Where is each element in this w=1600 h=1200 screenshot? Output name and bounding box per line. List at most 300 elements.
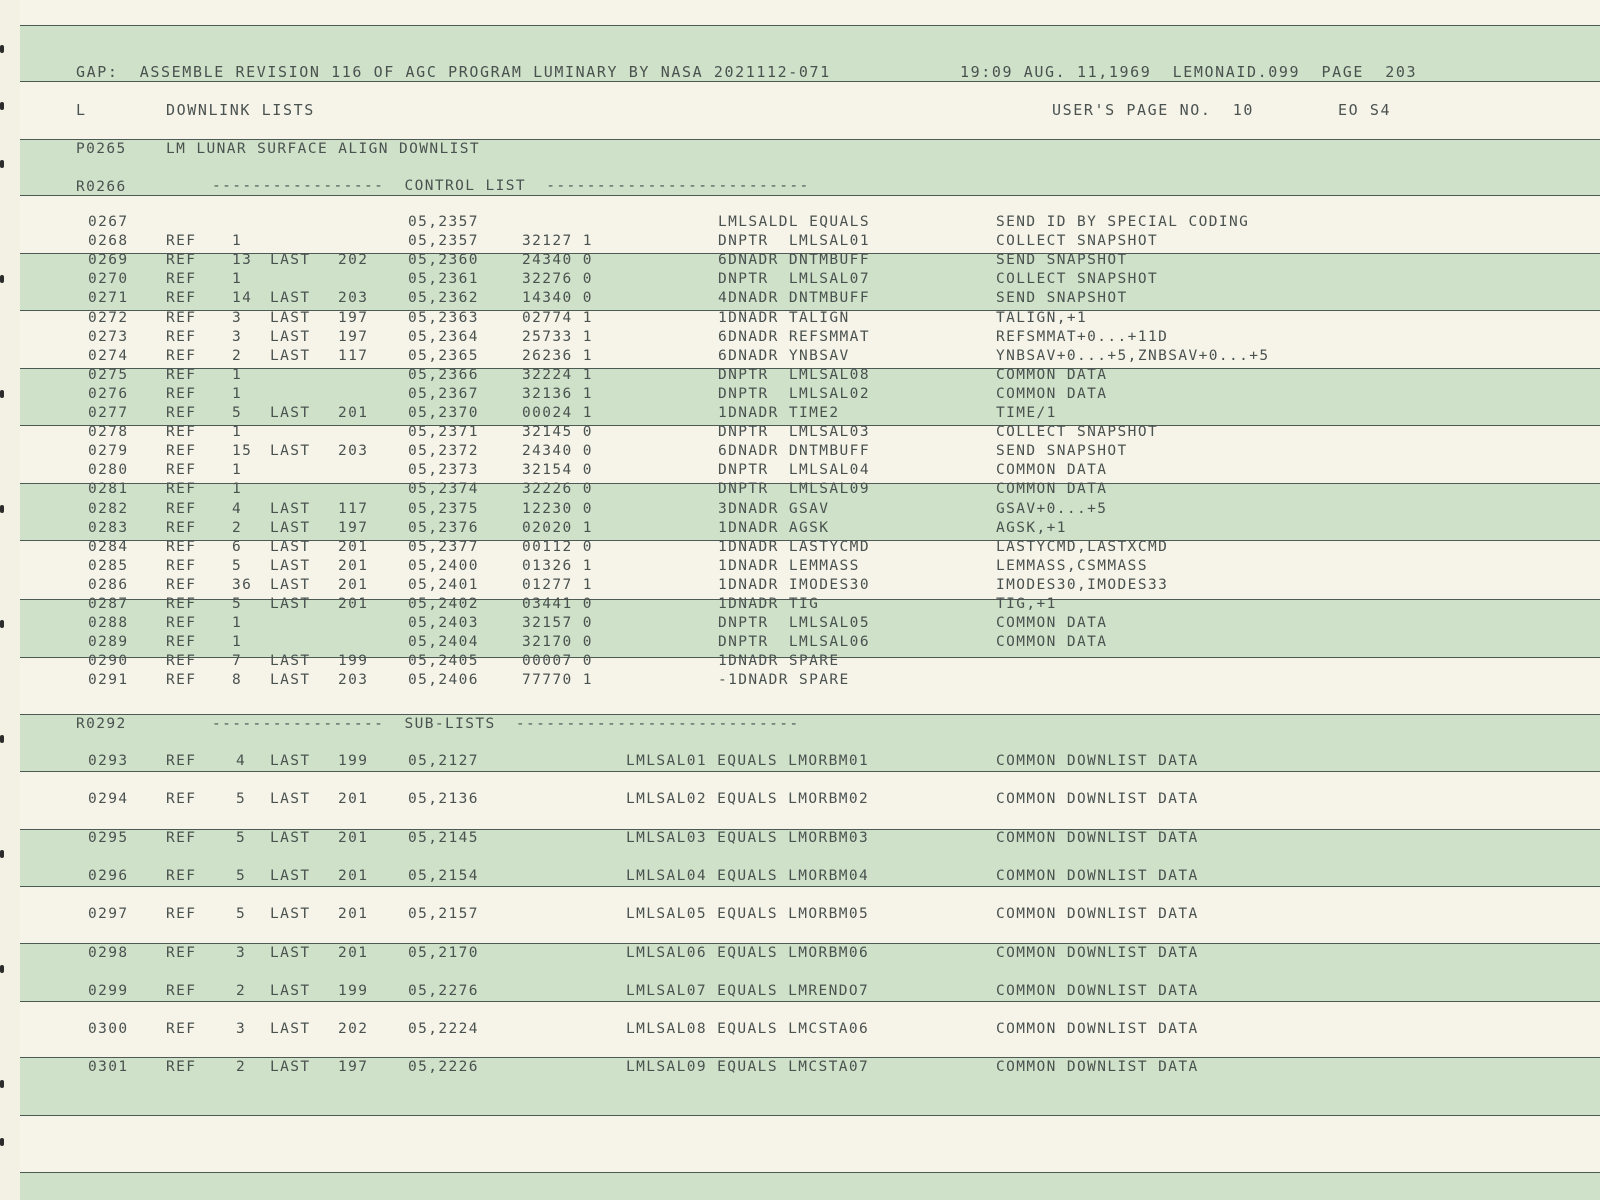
listing-row: [0, 462, 1600, 481]
octal-value: 00024 1: [522, 405, 593, 421]
instruction: LMLSAL07 EQUALS LMRENDO7: [626, 982, 870, 999]
line-number: 0269: [88, 252, 129, 269]
octal-value: 02020 1: [522, 519, 593, 536]
listing-row: [0, 577, 1600, 596]
ref-tag: REF: [166, 634, 197, 651]
instruction: LMLSAL02 EQUALS LMORBM02: [626, 791, 870, 808]
last-page: 199: [338, 982, 369, 999]
instruction: 6DNADR REFSMMAT: [718, 328, 870, 345]
band-rule: [20, 25, 1600, 26]
comment: IMODES30,IMODES33: [996, 576, 1169, 593]
listing-row: [0, 520, 1600, 539]
octal-value: 14340 0: [522, 290, 593, 307]
ref-tag: REF: [166, 538, 197, 555]
address: 05,2401: [408, 576, 479, 593]
address: 05,2374: [408, 481, 479, 498]
line-number: 0300: [88, 1021, 129, 1038]
instruction: 3DNADR GSAV: [718, 500, 830, 517]
comment: COMMON DOWNLIST DATA: [996, 982, 1199, 999]
last-tag: LAST: [270, 1059, 311, 1076]
octal-value: 32127 1: [522, 233, 593, 250]
address: 05,2364: [408, 328, 479, 345]
address: 05,2400: [408, 557, 479, 574]
listing-row: [0, 405, 1600, 424]
band-rule: [20, 1057, 1600, 1058]
instruction: 1DNADR TIME2: [718, 405, 840, 421]
comment: GSAV+0...+5: [996, 500, 1108, 517]
octal-value: 32224 1: [522, 366, 593, 383]
comment: COMMON DATA: [996, 385, 1108, 402]
last-page: 201: [338, 906, 369, 923]
instruction: DNPTR LMLSAL02: [718, 385, 870, 402]
listing-row: [0, 310, 1600, 329]
comment: COMMON DOWNLIST DATA: [996, 1059, 1199, 1076]
comment: COMMON DOWNLIST DATA: [996, 944, 1199, 961]
comment: COMMON DATA: [996, 615, 1108, 632]
last-page: 202: [338, 252, 369, 269]
line-number: 0288: [88, 615, 129, 632]
ref-tag: REF: [166, 366, 197, 383]
feed-hole: [0, 1080, 4, 1088]
control-list-heading: ----------------- CONTROL LIST --------------------------: [212, 178, 810, 194]
line-number: 0279: [88, 443, 129, 460]
address: 05,2362: [408, 290, 479, 307]
line-number: 0282: [88, 500, 129, 517]
listing-row: [0, 348, 1600, 367]
line-number: 0281: [88, 481, 129, 498]
octal-value: 00007 0: [522, 653, 593, 670]
last-tag: LAST: [270, 982, 311, 999]
octal-value: 25733 1: [522, 328, 593, 345]
ref-count: 5: [232, 596, 243, 612]
ref-count: 1: [232, 271, 243, 288]
octal-value: 03441 0: [522, 596, 593, 612]
ref-tag: REF: [166, 405, 197, 421]
instruction: LMLSALDL EQUALS: [718, 214, 870, 230]
octal-value: 12230 0: [522, 500, 593, 517]
instruction: 6DNADR DNTMBUFF: [718, 443, 870, 460]
ref-tag: REF: [166, 557, 197, 574]
last-page: 201: [338, 576, 369, 593]
ref-tag: REF: [166, 233, 197, 250]
address: 05,2372: [408, 443, 479, 460]
band-rule: [20, 1172, 1600, 1173]
last-page: 197: [338, 1059, 369, 1076]
ref-tag: REF: [166, 653, 197, 670]
comment: TALIGN,+1: [996, 309, 1088, 326]
last-page: 201: [338, 829, 369, 846]
comment: SEND SNAPSHOT: [996, 443, 1128, 460]
ref-count: 5: [232, 405, 243, 421]
last-page: 203: [338, 443, 369, 460]
last-page: 117: [338, 500, 369, 517]
octal-value: 24340 0: [522, 252, 593, 269]
address: 05,2170: [408, 944, 479, 961]
address: 05,2370: [408, 405, 479, 421]
ref-count: 2: [236, 982, 247, 999]
last-page: 201: [338, 791, 369, 808]
listing-row: [0, 596, 1600, 615]
listing-row: [0, 830, 1600, 849]
comment: SEND ID BY SPECIAL CODING: [996, 214, 1250, 230]
line-number: 0295: [88, 829, 129, 846]
last-tag: LAST: [270, 867, 311, 884]
listing-row: [0, 653, 1600, 672]
ref-tag: REF: [166, 867, 197, 884]
instruction: DNPTR LMLSAL04: [718, 462, 870, 479]
instruction: LMLSAL09 EQUALS LMCSTA07: [626, 1059, 870, 1076]
instruction: DNPTR LMLSAL09: [718, 481, 870, 498]
address: 05,2404: [408, 634, 479, 651]
address: 05,2405: [408, 653, 479, 670]
line-number: 0293: [88, 753, 129, 769]
address: 05,2365: [408, 347, 479, 364]
last-page: 201: [338, 944, 369, 961]
ref-tag: REF: [166, 347, 197, 364]
ref-tag: REF: [166, 1021, 197, 1038]
listing-row: [0, 214, 1600, 233]
listing-row: [0, 1059, 1600, 1078]
comment: COLLECT SNAPSHOT: [996, 233, 1159, 250]
last-tag: LAST: [270, 405, 311, 421]
instruction: 6DNADR DNTMBUFF: [718, 252, 870, 269]
ref-tag: REF: [166, 672, 197, 689]
ref-tag: REF: [166, 252, 197, 269]
green-band: [20, 1172, 1600, 1200]
control-list-id: R0266: [76, 179, 127, 195]
feed-hole: [0, 850, 4, 858]
comment: COMMON DATA: [996, 366, 1108, 383]
listing-row: [0, 634, 1600, 653]
band-rule: [20, 81, 1600, 82]
listing-row: [0, 290, 1600, 309]
octal-value: 32145 0: [522, 424, 593, 441]
line-number: 0289: [88, 634, 129, 651]
ref-tag: REF: [166, 424, 197, 441]
last-page: 117: [338, 347, 369, 364]
ref-tag: REF: [166, 385, 197, 402]
address: 05,2367: [408, 385, 479, 402]
listing-row: [0, 481, 1600, 500]
line-number: 0273: [88, 328, 129, 345]
comment: SEND SNAPSHOT: [996, 290, 1128, 307]
instruction: 1DNADR IMODES30: [718, 576, 870, 593]
line-number: 0278: [88, 424, 129, 441]
comment: LEMMASS,CSMMASS: [996, 557, 1148, 574]
line-number: 0294: [88, 791, 129, 808]
line-number: 0286: [88, 576, 129, 593]
ref-tag: REF: [166, 829, 197, 846]
comment: COMMON DOWNLIST DATA: [996, 867, 1199, 884]
ref-count: 7: [232, 653, 243, 670]
instruction: DNPTR LMLSAL05: [718, 615, 870, 632]
listing-row: [0, 945, 1600, 964]
last-page: 201: [338, 867, 369, 884]
ref-tag: REF: [166, 500, 197, 517]
listing-row: [0, 233, 1600, 252]
last-page: 201: [338, 557, 369, 574]
ref-count: 1: [232, 366, 243, 383]
listing-row: [0, 501, 1600, 520]
instruction: LMLSAL06 EQUALS LMORBM06: [626, 944, 870, 961]
ref-count: 1: [232, 424, 243, 441]
listing-row: [0, 367, 1600, 386]
octal-value: 02774 1: [522, 309, 593, 326]
address: 05,2157: [408, 906, 479, 923]
assembly-header: GAP: ASSEMBLE REVISION 116 OF AGC PROGRAM LUMINARY BY NASA 2021112-071: [76, 63, 831, 81]
instruction: DNPTR LMLSAL03: [718, 424, 870, 441]
ref-count: 2: [232, 519, 243, 536]
last-tag: LAST: [270, 653, 311, 670]
instruction: DNPTR LMLSAL01: [718, 233, 870, 250]
address: 05,2154: [408, 867, 479, 884]
last-tag: LAST: [270, 328, 311, 345]
address: 05,2371: [408, 424, 479, 441]
ref-count: 1: [232, 385, 243, 402]
ref-tag: REF: [166, 519, 197, 536]
last-tag: LAST: [270, 672, 311, 689]
last-page: 197: [338, 328, 369, 345]
listing-row: [0, 424, 1600, 443]
ref-count: 3: [232, 309, 243, 326]
feed-hole: [0, 1138, 4, 1146]
line-number: 0270: [88, 271, 129, 288]
line-number: 0271: [88, 290, 129, 307]
address: 05,2360: [408, 252, 479, 269]
listing-row: [0, 271, 1600, 290]
instruction: 1DNADR TIG: [718, 596, 820, 612]
ref-tag: REF: [166, 462, 197, 479]
instruction: LMLSAL04 EQUALS LMORBM04: [626, 867, 870, 884]
timestamp-page-header: 19:09 AUG. 11,1969 LEMONAID.099 PAGE 203: [960, 63, 1418, 81]
ref-tag: REF: [166, 791, 197, 808]
ref-tag: REF: [166, 290, 197, 307]
comment: COMMON DATA: [996, 634, 1108, 651]
octal-value: 01326 1: [522, 557, 593, 574]
line-number: 0268: [88, 233, 129, 250]
instruction: 1DNADR LASTYCMD: [718, 538, 870, 555]
last-tag: LAST: [270, 500, 311, 517]
comment: COMMON DATA: [996, 462, 1108, 479]
ref-tag: REF: [166, 615, 197, 632]
instruction: 6DNADR YNBSAV: [718, 347, 850, 364]
address: 05,2361: [408, 271, 479, 288]
last-tag: LAST: [270, 576, 311, 593]
sub-lists-heading: ----------------- SUB-LISTS ----------------------------: [212, 716, 800, 732]
sub-lists-id: R0292: [76, 716, 127, 732]
last-tag: LAST: [270, 309, 311, 326]
address: 05,2224: [408, 1021, 479, 1038]
line-number: 0284: [88, 538, 129, 555]
address: 05,2357: [408, 233, 479, 250]
ref-count: 3: [236, 944, 247, 961]
ref-count: 36: [232, 576, 253, 593]
instruction: LMLSAL05 EQUALS LMORBM05: [626, 906, 870, 923]
address: 05,2357: [408, 214, 479, 230]
ref-count: 2: [236, 1059, 247, 1076]
feed-hole: [0, 160, 4, 168]
line-number: 0267: [88, 214, 129, 230]
octal-value: 00112 0: [522, 538, 593, 555]
line-number: 0280: [88, 462, 129, 479]
listing-title-id: P0265: [76, 141, 127, 157]
last-tag: LAST: [270, 443, 311, 460]
instruction: 1DNADR AGSK: [718, 519, 830, 536]
comment: SEND SNAPSHOT: [996, 252, 1128, 269]
ref-count: 3: [232, 328, 243, 345]
address: 05,2375: [408, 500, 479, 517]
instruction: DNPTR LMLSAL08: [718, 366, 870, 383]
ref-tag: REF: [166, 753, 197, 769]
listing-row: [0, 868, 1600, 887]
band-rule: [20, 1115, 1600, 1116]
ref-count: 4: [236, 753, 247, 769]
ref-count: 6: [232, 538, 243, 555]
last-page: 199: [338, 653, 369, 670]
address: 05,2226: [408, 1059, 479, 1076]
band-rule: [20, 714, 1600, 715]
comment: TIME/1: [996, 405, 1057, 421]
ref-count: 5: [236, 867, 247, 884]
comment: LASTYCMD,LASTXCMD: [996, 538, 1169, 555]
last-page: 197: [338, 309, 369, 326]
feed-hole: [0, 735, 4, 743]
feed-hole: [0, 102, 4, 110]
listing-row: [0, 443, 1600, 462]
address: 05,2373: [408, 462, 479, 479]
listing-row: [0, 1021, 1600, 1040]
octal-value: 32226 0: [522, 481, 593, 498]
line-number: 0298: [88, 944, 129, 961]
band-rule: [20, 195, 1600, 196]
ref-count: 5: [236, 906, 247, 923]
listing-row: [0, 558, 1600, 577]
address: 05,2127: [408, 753, 479, 769]
last-tag: LAST: [270, 347, 311, 364]
ref-tag: REF: [166, 982, 197, 999]
instruction: LMLSAL08 EQUALS LMCSTA06: [626, 1021, 870, 1038]
eo-tag: EO S4: [1338, 101, 1392, 119]
comment: COMMON DOWNLIST DATA: [996, 906, 1199, 923]
last-tag: LAST: [270, 557, 311, 574]
address: 05,2136: [408, 791, 479, 808]
octal-value: 24340 0: [522, 443, 593, 460]
line-number: 0274: [88, 347, 129, 364]
last-tag: LAST: [270, 753, 311, 769]
ref-count: 4: [232, 500, 243, 517]
ref-tag: REF: [166, 443, 197, 460]
octal-value: 32136 1: [522, 385, 593, 402]
octal-value: 32276 0: [522, 271, 593, 288]
ref-count: 5: [236, 791, 247, 808]
last-tag: LAST: [270, 1021, 311, 1038]
listing-row: [0, 252, 1600, 271]
line-number: 0287: [88, 596, 129, 612]
listing-row: [0, 539, 1600, 558]
line-number: 0285: [88, 557, 129, 574]
last-tag: LAST: [270, 906, 311, 923]
comment: AGSK,+1: [996, 519, 1067, 536]
instruction: 4DNADR DNTMBUFF: [718, 290, 870, 307]
section-letter: L: [76, 101, 87, 119]
address: 05,2276: [408, 982, 479, 999]
address: 05,2406: [408, 672, 479, 689]
feed-hole: [0, 965, 4, 973]
octal-value: 32157 0: [522, 615, 593, 632]
users-page-number: USER'S PAGE NO. 10: [1052, 101, 1254, 119]
ref-tag: REF: [166, 271, 197, 288]
address: 05,2366: [408, 366, 479, 383]
last-tag: LAST: [270, 791, 311, 808]
ref-tag: REF: [166, 1059, 197, 1076]
line-number: 0291: [88, 672, 129, 689]
address: 05,2363: [408, 309, 479, 326]
last-tag: LAST: [270, 944, 311, 961]
line-number: 0301: [88, 1059, 129, 1076]
address: 05,2377: [408, 538, 479, 555]
line-number: 0290: [88, 653, 129, 670]
ref-tag: REF: [166, 906, 197, 923]
listing-title: LM LUNAR SURFACE ALIGN DOWNLIST: [166, 141, 481, 157]
instruction: 1DNADR SPARE: [718, 653, 840, 670]
instruction: DNPTR LMLSAL06: [718, 634, 870, 651]
address: 05,2376: [408, 519, 479, 536]
feed-hole: [0, 45, 4, 53]
line-number: 0283: [88, 519, 129, 536]
ref-count: 13: [232, 252, 253, 269]
instruction: LMLSAL03 EQUALS LMORBM03: [626, 829, 870, 846]
instruction: -1DNADR SPARE: [718, 672, 850, 689]
last-tag: LAST: [270, 252, 311, 269]
octal-value: 26236 1: [522, 347, 593, 364]
ref-count: 1: [232, 634, 243, 651]
last-page: 203: [338, 672, 369, 689]
listing-row: [0, 615, 1600, 634]
comment: COMMON DOWNLIST DATA: [996, 829, 1199, 846]
last-tag: LAST: [270, 519, 311, 536]
listing-row: [0, 672, 1600, 691]
section-title: DOWNLINK LISTS: [166, 101, 315, 119]
instruction: 1DNADR LEMMASS: [718, 557, 860, 574]
line-number: 0297: [88, 906, 129, 923]
ref-count: 3: [236, 1021, 247, 1038]
comment: COLLECT SNAPSHOT: [996, 424, 1159, 441]
listing-row: [0, 386, 1600, 405]
address: 05,2403: [408, 615, 479, 632]
comment: TIG,+1: [996, 596, 1057, 612]
listing-row: [0, 329, 1600, 348]
ref-count: 2: [232, 347, 243, 364]
ref-tag: REF: [166, 328, 197, 345]
last-tag: LAST: [270, 290, 311, 307]
comment: COMMON DOWNLIST DATA: [996, 791, 1199, 808]
line-number: 0276: [88, 385, 129, 402]
ref-tag: REF: [166, 576, 197, 593]
ref-tag: REF: [166, 944, 197, 961]
instruction: LMLSAL01 EQUALS LMORBM01: [626, 753, 870, 769]
ref-tag: REF: [166, 481, 197, 498]
ref-count: 5: [232, 557, 243, 574]
last-page: 197: [338, 519, 369, 536]
line-number: 0272: [88, 309, 129, 326]
ref-count: 15: [232, 443, 253, 460]
comment: COMMON DOWNLIST DATA: [996, 1021, 1199, 1038]
ref-count: 1: [232, 615, 243, 632]
ref-tag: REF: [166, 596, 197, 612]
last-page: 201: [338, 538, 369, 555]
listing-row: [0, 906, 1600, 925]
line-number: 0277: [88, 405, 129, 421]
